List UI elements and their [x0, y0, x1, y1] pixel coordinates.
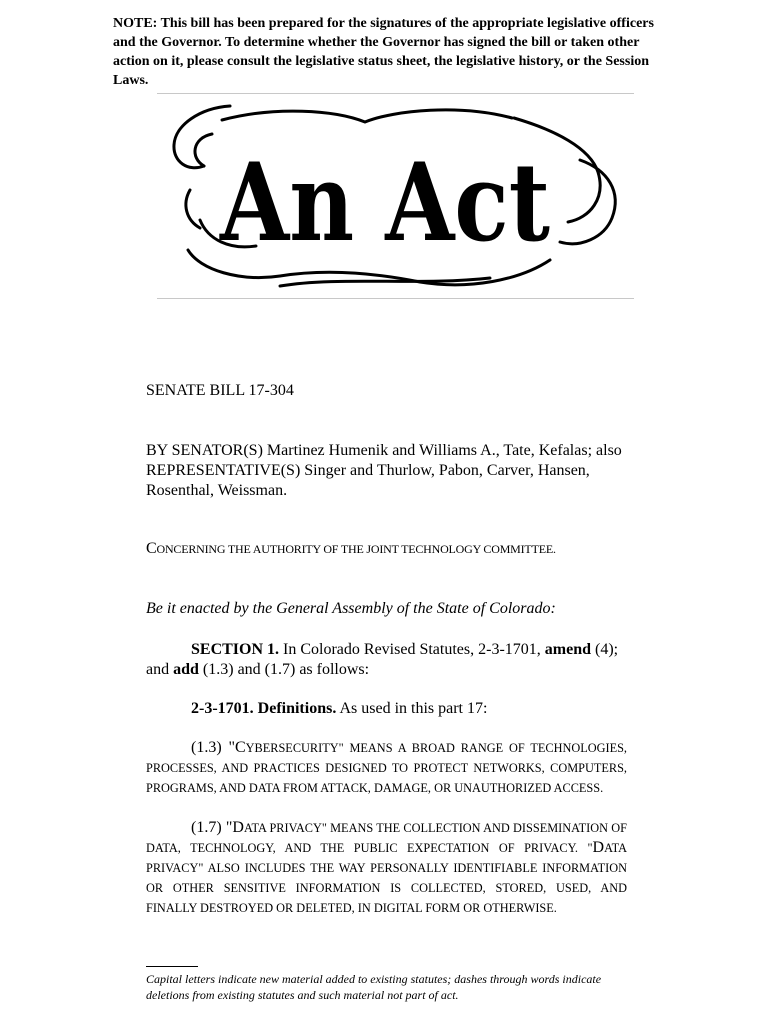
definitions-line	[191, 700, 487, 718]
section-1-text-c: (1.3) and (1.7) as follows:	[202, 661, 370, 678]
bill-concerning-clause	[146, 540, 556, 558]
definitions-heading: 2-3-1701. Definitions.	[191, 700, 337, 717]
section-1-amend: amend	[544, 641, 592, 658]
footnote: Capital letters indicate new material added to existing statutes; dashes through words indicate deletions from existing statutes and such material not part of act.	[146, 972, 602, 1002]
section-1-text-a: In Colorado Revised Statutes, 2-3-1701,	[283, 641, 541, 658]
seal-lettering: An Act	[219, 140, 551, 266]
section-1	[146, 640, 628, 680]
paragraph-1-3-lead: (1.3) "C	[191, 739, 246, 756]
definitions-text: As used in this part 17:	[339, 700, 488, 717]
paragraph-1-7-lead: (1.7) "D	[191, 819, 244, 836]
paragraph-1-7-text-b: ATA PRIVACY" ALSO INCLUDES THE WAY PERSONALLY IDENTIFIABLE INFORMATION OR OTHER SENSITIVE INFORMATION IS COLLECTED, STORED, USED, AND FINALLY DESTROYED OR DELETED, IN DIGITAL FORM OR OTHERWISE.	[146, 841, 627, 915]
enacting-clause: Be it enacted by the General Assembly of the State of Colorado:	[146, 600, 556, 617]
section-1-heading: SECTION 1.	[191, 641, 280, 658]
section-1-add: add	[173, 661, 199, 678]
bill-title: SENATE BILL 17-304	[146, 382, 294, 399]
paragraph-1-3-text: YBERSECURITY" MEANS A BROAD RANGE OF TECHNOLOGIES, PROCESSES, AND PRACTICES DESIGNED TO PROTECT NETWORKS, COMPUTERS, PROGRAMS, AND DATA FROM ATTACK, DAMAGE, OR UNAUTHORIZED ACCESS.	[146, 741, 627, 795]
concerning-rest: ONCERNING THE AUTHORITY OF THE JOINT TECHNOLOGY COMMITTEE.	[156, 542, 556, 556]
bill-sponsors: BY SENATOR(S) Martinez Humenik and Williams A., Tate, Kefalas; also REPRESENTATIVE(S) Singer and Thurlow, Pabon, Carver, Hansen, Rosenthal, Weissman.	[146, 442, 622, 499]
seal-bottom-divider	[157, 298, 634, 299]
an-act-seal	[160, 100, 630, 292]
paragraph-1-7-text-a: ATA PRIVACY" MEANS THE COLLECTION AND DISSEMINATION OF DATA, TECHNOLOGY, AND THE PUBLIC EXPECTATION OF PRIVACY. "	[146, 821, 627, 855]
concerning-first-letter: C	[146, 540, 157, 557]
footnote-divider	[146, 966, 198, 967]
governor-signature-note: NOTE: This bill has been prepared for the signatures of the appropriate legislative officers and the Governor. To determine whether the Governor has signed the bill or taken other action on it, please consult the legislative status sheet, the legislative history, or the Session Laws.	[113, 16, 654, 88]
section-1-text-b: (4); and	[146, 641, 619, 678]
paragraph-1-3	[146, 738, 627, 798]
paragraph-1-7	[146, 818, 627, 918]
seal-top-divider	[157, 93, 634, 94]
paragraph-1-7-cap: D	[592, 839, 605, 856]
